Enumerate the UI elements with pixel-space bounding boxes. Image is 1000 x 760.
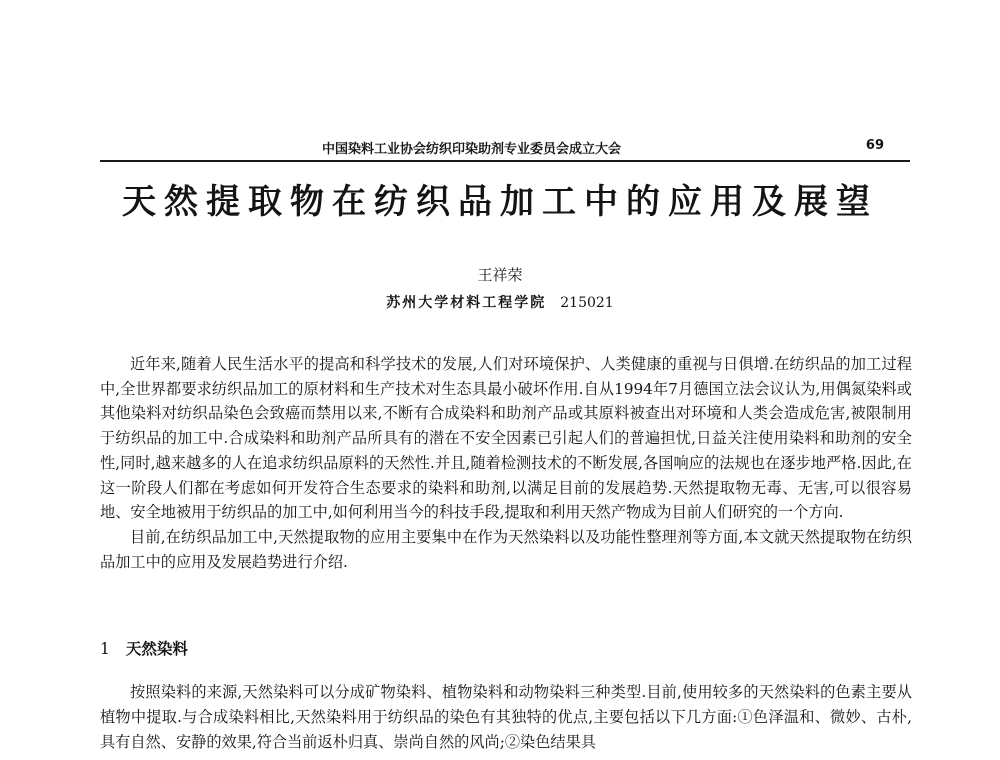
intro-body	[100, 352, 912, 574]
page-number: 69	[865, 138, 884, 153]
affiliation-name: 苏州大学材料工程学院	[386, 295, 547, 311]
section1-paragraph: 按照染料的来源,天然染料可以分成矿物染料、植物染料和动物染料三种类型.目前,使用较多的天然染料的色素主要从植物中提取.与合成染料相比,天然染料用于纺织品的染色有其独特的优点,主要包括以下几方面:①色泽温和、微妙、古朴,具有自然、安静的效果,符合当前返朴归真、崇尚自然的风尚;②染色结果具	[100, 683, 912, 751]
section-number: 1	[100, 640, 110, 658]
intro-paragraph: 近年来,随着人民生活水平的提高和科学技术的发展,人们对环境保护、人类健康的重视与日俱增.在纺织品的加工过程中,全世界都要求纺织品加工的原材料和生产技术对生态具最小破坏作用.自从1994年7月德国立法会议认为,用偶氮染料或其他染料对纺织品染色会致癌而禁用以来,不断有合成染料和助剂产品或其原料被查出对环境和人类会造成危害,被限制用于纺织品的加工中.合成染料和助剂产品所具有的潜在不安全因素已引起人们的普遍担忧,日益关注使用染料和助剂的安全性,同时,越来越多的人在追求纺织品原料的天然性.并且,随着检测技术的不断发展,各国响应的法规也在逐步地严格.因此,在这一阶段人们都在考虑如何开发符合生态要求的染料和助剂,以满足目前的发展趋势.天然提取物无毒、无害,可以很容易地、安全地被用于纺织品的加工中,如何利用当今的科技手段,提取和利用天然产物成为目前人们研究的一个方向.	[100, 355, 912, 522]
intro-paragraph: 目前,在纺织品加工中,天然提取物的应用主要集中在作为天然染料以及功能性整理剂等方面,本文就天然提取物在纺织品加工中的应用及发展趋势进行介绍.	[100, 527, 912, 571]
author-name: 王祥荣	[477, 266, 523, 284]
section-title: 天然染料	[125, 640, 188, 658]
running-header	[100, 138, 910, 162]
section1-body	[100, 680, 912, 755]
affiliation	[0, 292, 1000, 312]
postcode: 215021	[560, 295, 614, 311]
journal-title: 中国染料工业协会纺织印染助剂专业委员会成立大会	[322, 142, 622, 157]
section-heading	[100, 637, 188, 659]
article-title: 天然提取物在纺织品加工中的应用及展望	[122, 182, 878, 222]
